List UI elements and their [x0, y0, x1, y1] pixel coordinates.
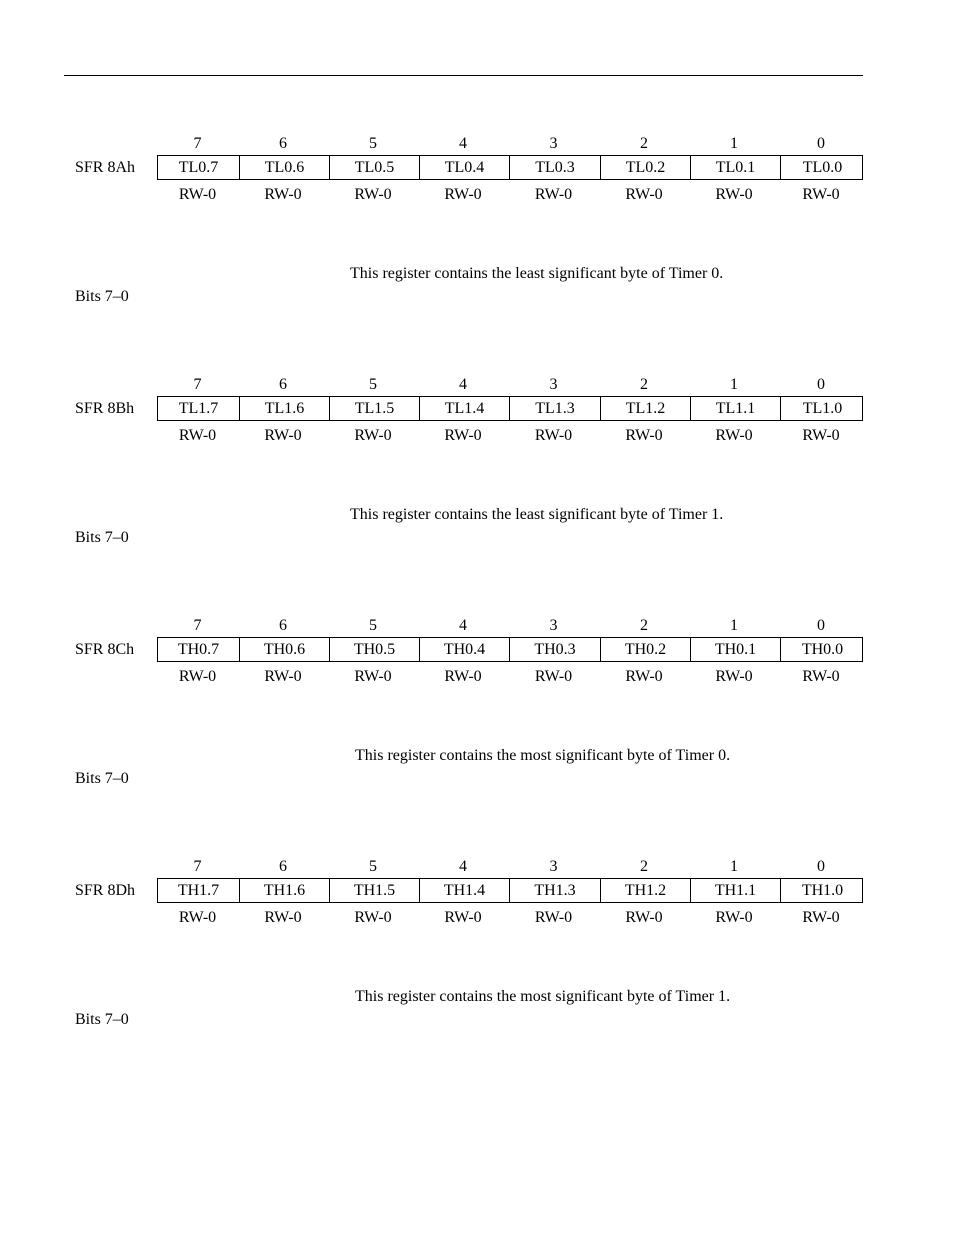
access-value: RW-0	[264, 186, 302, 203]
bit-number: 4	[459, 135, 467, 152]
bit-number-row	[157, 133, 863, 155]
access-value: RW-0	[802, 186, 840, 203]
register-field: TL0.3	[509, 156, 600, 179]
register-field: TH1.4	[419, 879, 509, 902]
access-value: RW-0	[444, 186, 482, 203]
bit-number: 3	[549, 617, 558, 634]
access-value: RW-0	[715, 668, 753, 685]
bit-number: 1	[730, 617, 738, 634]
access-value: RW-0	[444, 909, 482, 926]
register-field: TH1.6	[239, 879, 329, 902]
register-field: TH1.5	[329, 879, 419, 902]
register-field: TH0.7	[177, 641, 220, 658]
register-section-tl1	[0, 374, 954, 574]
bit-number: 4	[459, 858, 467, 875]
bit-number: 4	[459, 376, 467, 393]
register-field: TH1.3	[509, 879, 600, 902]
bit-number: 5	[369, 376, 377, 393]
register-field-row	[157, 155, 863, 180]
bits-label: Bits 7–0	[75, 288, 129, 305]
register-field: TL0.1	[690, 156, 780, 179]
bits-label: Bits 7–0	[75, 770, 129, 787]
register-field: TL0.6	[239, 156, 329, 179]
register-field: TH1.7	[177, 882, 220, 899]
access-value: RW-0	[444, 668, 482, 685]
bit-number: 0	[817, 135, 825, 152]
bit-number: 0	[817, 858, 825, 875]
register-section-th1	[0, 856, 954, 1056]
bit-number: 7	[193, 858, 202, 875]
access-value: RW-0	[715, 427, 753, 444]
bits-label: Bits 7–0	[75, 1011, 129, 1028]
access-value: RW-0	[264, 909, 302, 926]
register-section-tl0	[0, 133, 954, 333]
access-value: RW-0	[625, 909, 663, 926]
register-field: TL0.5	[329, 156, 419, 179]
bits-label: Bits 7–0	[75, 529, 129, 546]
bit-number: 2	[640, 858, 648, 875]
bit-number-row	[157, 374, 863, 396]
register-field-row	[157, 878, 863, 903]
register-field: TL1.3	[509, 397, 600, 420]
register-field: TL1.0	[780, 397, 864, 420]
sfr-address-label: SFR 8Bh	[75, 400, 135, 417]
register-field: TL1.4	[419, 397, 509, 420]
access-row	[157, 666, 863, 688]
register-field: TL0.0	[780, 156, 864, 179]
register-field: TH0.1	[690, 638, 780, 661]
register-field-row	[157, 396, 863, 421]
register-field: TL0.2	[600, 156, 690, 179]
access-value: RW-0	[534, 186, 573, 203]
header-rule	[64, 75, 863, 76]
bit-number: 7	[193, 135, 202, 152]
bit-number: 3	[549, 376, 558, 393]
bit-number: 0	[817, 617, 825, 634]
register-field: TH0.3	[509, 638, 600, 661]
bit-number-row	[157, 856, 863, 878]
bit-number: 6	[279, 376, 287, 393]
access-value: RW-0	[354, 186, 392, 203]
bit-number: 7	[193, 376, 202, 393]
register-field: TH0.6	[239, 638, 329, 661]
sfr-address-label: SFR 8Dh	[75, 882, 136, 899]
bit-number: 0	[817, 376, 825, 393]
bit-number: 3	[549, 135, 558, 152]
access-value: RW-0	[625, 186, 663, 203]
access-value: RW-0	[715, 186, 753, 203]
register-field-row	[157, 637, 863, 662]
bit-number: 2	[640, 376, 648, 393]
bit-number: 6	[279, 135, 287, 152]
access-row	[157, 425, 863, 447]
register-field: TL1.5	[329, 397, 419, 420]
register-field: TH0.5	[329, 638, 419, 661]
register-field: TL0.7	[178, 159, 219, 176]
access-row	[157, 907, 863, 929]
register-field: TL1.1	[690, 397, 780, 420]
access-value: RW-0	[534, 427, 573, 444]
bit-number: 2	[640, 617, 648, 634]
sfr-address-label: SFR 8Ch	[75, 641, 135, 658]
access-value: RW-0	[534, 909, 573, 926]
register-field: TL1.7	[178, 400, 219, 417]
access-value: RW-0	[178, 668, 217, 685]
bit-number: 2	[640, 135, 648, 152]
access-value: RW-0	[178, 427, 217, 444]
access-value: RW-0	[354, 668, 392, 685]
access-value: RW-0	[802, 909, 840, 926]
bit-number: 4	[459, 617, 467, 634]
register-field: TH0.4	[419, 638, 509, 661]
access-value: RW-0	[715, 909, 753, 926]
register-description: This register contains the most significant byte of Timer 0.	[355, 747, 731, 764]
bit-number-row	[157, 615, 863, 637]
sfr-address-label: SFR 8Ah	[75, 159, 136, 176]
register-field: TH0.0	[780, 638, 864, 661]
register-field: TH0.2	[600, 638, 690, 661]
bit-number: 3	[549, 858, 558, 875]
register-section-th0	[0, 615, 954, 815]
register-field: TL1.6	[239, 397, 329, 420]
register-field: TL1.2	[600, 397, 690, 420]
access-value: RW-0	[802, 668, 840, 685]
access-value: RW-0	[354, 427, 392, 444]
access-value: RW-0	[534, 668, 573, 685]
access-value: RW-0	[625, 427, 663, 444]
register-description: This register contains the least significant byte of Timer 1.	[350, 506, 724, 523]
access-row	[157, 184, 863, 206]
access-value: RW-0	[264, 427, 302, 444]
bit-number: 1	[730, 376, 738, 393]
register-description: This register contains the most significant byte of Timer 1.	[355, 988, 731, 1005]
bit-number: 5	[369, 858, 377, 875]
bit-number: 6	[279, 617, 287, 634]
register-field: TL0.4	[419, 156, 509, 179]
register-field: TH1.2	[600, 879, 690, 902]
register-field: TH1.0	[780, 879, 864, 902]
bit-number: 7	[193, 617, 202, 634]
bit-number: 6	[279, 858, 287, 875]
access-value: RW-0	[802, 427, 840, 444]
access-value: RW-0	[354, 909, 392, 926]
access-value: RW-0	[264, 668, 302, 685]
access-value: RW-0	[625, 668, 663, 685]
bit-number: 1	[730, 858, 738, 875]
register-description: This register contains the least significant byte of Timer 0.	[350, 265, 724, 282]
bit-number: 1	[730, 135, 738, 152]
register-field: TH1.1	[690, 879, 780, 902]
access-value: RW-0	[444, 427, 482, 444]
access-value: RW-0	[178, 186, 217, 203]
bit-number: 5	[369, 617, 377, 634]
access-value: RW-0	[178, 909, 217, 926]
bit-number: 5	[369, 135, 377, 152]
